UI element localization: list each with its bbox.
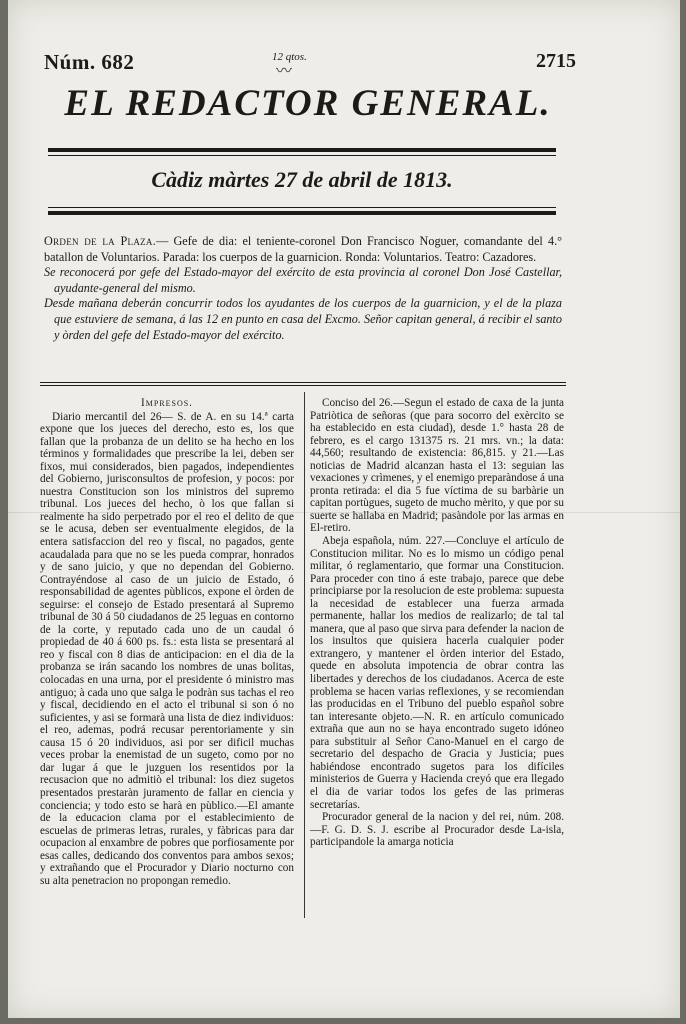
orden-text: — Gefe de dia: el teniente-coronel Don Francisco Noguer, comandante del 4.° batallon de Voluntarios. Parada: los cuerpos de la guarnicion. Ronda: Voluntarios. Teatro: Cazadores.	[44, 234, 562, 264]
masthead-top-line	[44, 50, 576, 80]
dateline-rule-thick	[48, 211, 556, 215]
orden-de-la-plaza-notice	[44, 234, 562, 343]
title-rule-thin	[48, 155, 556, 156]
right-column	[310, 397, 564, 849]
impresos-heading: Impresos.	[141, 397, 193, 409]
conciso-paragraph: Conciso del 26.—Segun el estado de caxa de la junta Patriòtica de señoras (que para socorro del exèrcito se ha establecido en esta ciudad), desde 1.° hasta 28 de febrero, es el cargo 131375 rs. 21 mrs. vn.; la data: 44,560; resultando de existencia: 86,815. y 21.—Las noticias de Madrid alcanzan hasta el 13: seguian las vexaciones y crìmenes, y el enemigo preparàndose á una pronta retirada: el dia 5 fue víctima de su barbàrie un capitan portùgues, sugeto de mucho mèrito, y que por su suerte se hallaba en Madrid; pasàndole por las armas en El-retiro.	[310, 397, 564, 535]
left-column	[40, 397, 294, 887]
notice-paragraph-3: Desde mañana deberán concurrir todos los ayudantes de los cuerpos de la guarnicion, y el de la plaza que estuviere de semana, á las 12 en punto en casa del Excmo. Señor capitan general, á recibir el santo y òrden del gefe del Estado-mayor del exército.	[44, 296, 562, 342]
newspaper-page	[8, 0, 680, 1018]
columns-top-rule-2	[40, 385, 566, 386]
columns-top-rule	[40, 382, 566, 383]
title-rule-thick	[48, 148, 556, 152]
notice-paragraph-2: Se reconocerá por gefe del Estado-mayor del exército de esta provincia al coronel Don José Castellar, ayudante-general del mismo.	[44, 265, 562, 295]
issue-price: 12 qtos.	[272, 51, 307, 63]
column-divider	[304, 392, 305, 918]
newspaper-title: EL REDACTOR GENERAL.	[64, 83, 552, 124]
abeja-paragraph: Abeja española, núm. 227.—Concluye el artículo de Constitucion militar. No es lo mismo un código penal militar, ó reglamentario, que formar una Constitucion. Para proceder con tino á este trabajo, parece que debe principiarse por la resolucion de este problema: supuesta la necesidad de establecer una fuerza armada permanente, hallar los medios de realizarlo; de tal tal manera, que al paso que sirva para defender la nacion de los insultos que quisiera hacerla cualquier poder extrangero, y mantener el òrden interior del Estado, quede en absoluta impotencia de obrar contra las libertades y derechos de los ciudadanos. Acerca de este problema se hacen varias reflexiones, y se recomiendan las producidas en el Tribuno del pueblo español sobre tan interesante objeto.—N. R. en artículo comunicado extraña que aun no se haya encontrado sugeto idóneo para substituir al Señor Cano-Manuel en el cargo de secretario del despacho de Gracia y Justicia; pues habiéndose encontrado sugetos para los difíciles ministerios de Guerra y Hacienda creyó que era llegado el dia de variar todos los gefes de las primeras secretarías.	[310, 535, 564, 811]
page-number: 2715	[536, 50, 576, 72]
orden-label: Orden de la Plaza.	[44, 234, 157, 248]
issue-number: Núm. 682	[44, 50, 135, 74]
dateline: Càdiz màrtes 27 de abril de 1813.	[151, 167, 453, 192]
procurador-paragraph: Procurador general de la nacion y del rei, núm. 208.—F. G. D. S. J. escribe al Procurador desde La-isla, participandole la amarga noticia	[310, 811, 564, 849]
dateline-rule-thin	[48, 207, 556, 208]
price-ornament: 〰	[276, 63, 293, 80]
left-column-paragraph: Diario mercantil del 26— S. de A. en su 14.ª carta expone que los jueces del derecho, esto es, los que fallan que la probanza de un delito se ha hecho en los términos y formalidades que prescribe la lei, deben ser fixos, mui considerados, bien pagados, independientes del Gobierno, jurisconsultos de profesion, y pocos: por nuestra Constitucion son los ministros del supremo tribunal. Los jueces del hecho, ò los que fallan si realmente ha sido perpetrado por el reo el delito de que se le acusa, deben ser eventualmente elegidos, de la entera satisfaccion del reo y fiscal, no pagados, gente acaudalada para que no se les pueda comprar, honrados y de sano juicio, y que no dependan del Gobierno. Contrayéndose al caso de un juicio de Estado, ó responsabilidad de agentes pùblicos, expone el òrden de seguirse: el consejo de Estado presentará al Supremo tribunal de 30 á 50 ciudadanos de 25 leguas en contorno de la corte, y reputado cada uno de un caudal ó propiedad de 40 á 600 ps. fs.: esta lista se presentará al reo y fiscal con 8 dias de anticipacion: en el dia de la probanza se irán sacando los nombres de unas bolitas, colocadas en una urna, por el presidente ó ministro mas antiguo; à cada uno que salga le podràn sus tachas el reo y fiscal, decidiendo en el acto el tribunal si son ó no suficientes, y asi se formarà una lista de diez individuos: el reo, ademas, podrá recusar perentoriamente y sin causa 15 ó 20 individuos, asi por ser dificil muchas veces probar la enemistad de un sugeto, como por no dar lugar á que le juzguen los resentidos por la recusacion que no admitiò el tribunal: los diez sugetos presentados prestaràn juramento de fallar en ciencia y conciencia; y todo esto se harà en pùblico.—El amante de la educacion clama por el establecimiento de escuelas de primeras letras, rurales, y fàbricas para dar ocupacion al enxambre de pobres que porfiosamente por esas calles, dedicando dos conventos para ambos sexos; y extrañando que el Procurador y Diario nocturno con su alta penetracion no propongan remedio.	[40, 410, 294, 887]
orden-paragraph	[44, 234, 562, 265]
